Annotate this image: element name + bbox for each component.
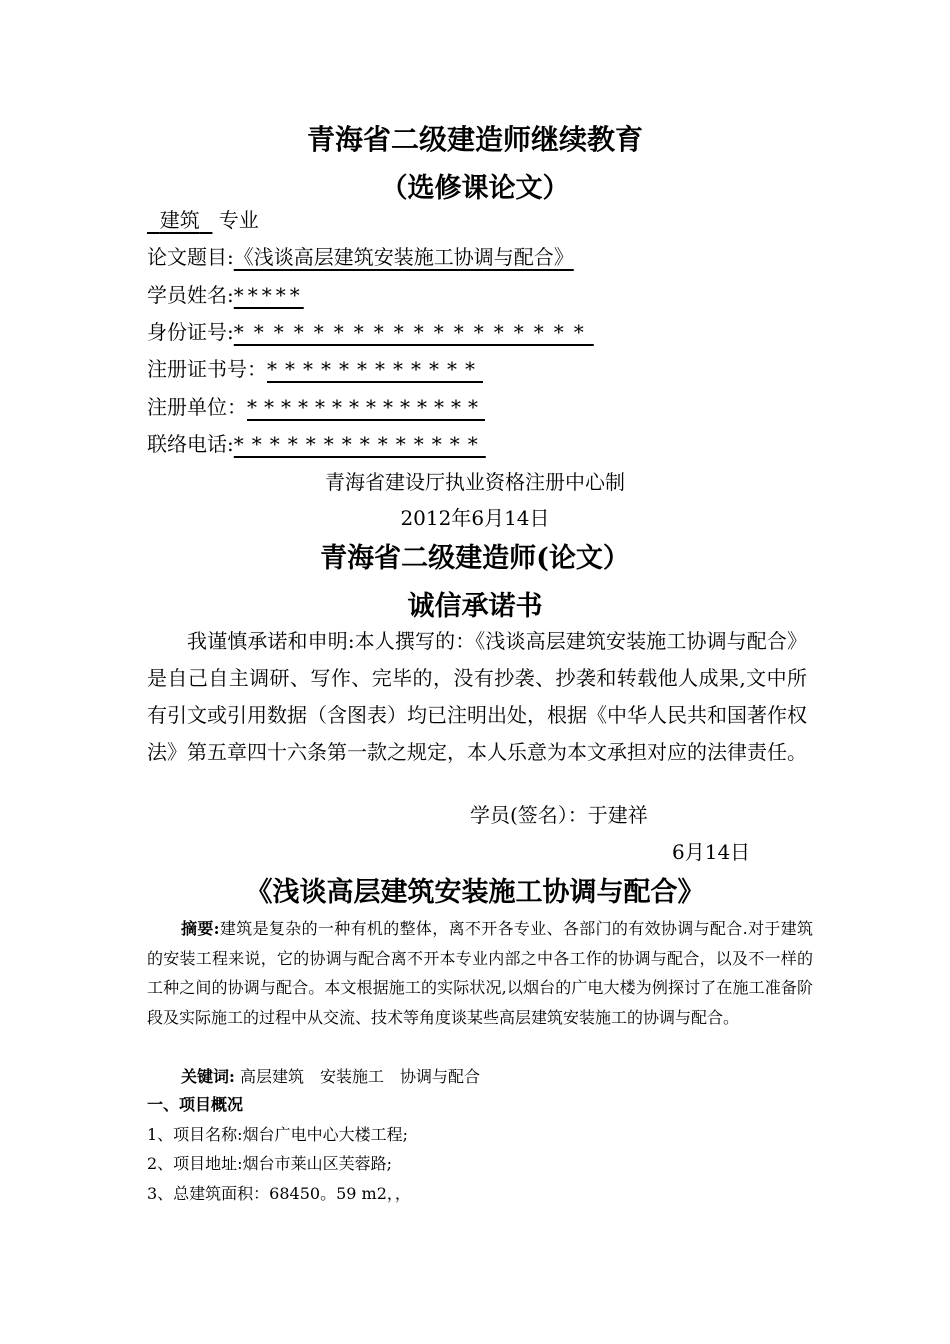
cover-date: 2012年6月14日 [400, 506, 550, 530]
keywords-label: 关键词: [181, 1067, 235, 1086]
pledge-title: 青海省二级建造师(论文） [320, 543, 630, 574]
id-label: 身份证号: [147, 320, 234, 344]
id-value: ****************** [233, 320, 594, 344]
signature: 学员(签名）：于建祥 [470, 803, 648, 827]
unit-label: 注册单位： [147, 395, 247, 419]
section-heading: 一、项目概况 [147, 1095, 244, 1114]
thesis-line [147, 243, 574, 271]
name-value: ***** [233, 283, 304, 307]
thesis-value: 《浅谈高层建筑安装施工协调与配合》 [233, 245, 574, 269]
abstract [147, 914, 813, 1032]
name-label: 学员姓名: [147, 283, 234, 307]
cover-subtitle: （选修课论文） [380, 173, 570, 204]
major-suffix: 专业 [218, 208, 259, 232]
major-line [147, 206, 259, 234]
abstract-label: 摘要: [181, 919, 220, 938]
cover-title: 青海省二级建造师继续教育 [306, 123, 643, 156]
keywords: 高层建筑 安装施工 协调与配合 [240, 1067, 481, 1086]
issuer: 青海省建设厅执业资格注册中心制 [325, 470, 625, 494]
phone-label: 联络电话: [147, 432, 234, 456]
pledge-body: 我谨慎承诺和申明:本人撰写的：《浅谈高层建筑安装施工协调与配合》是自己自主调研、写作、完毕的，没有抄袭、抄袭和转载他人成果,文中所有引文或引用数据（含图表）均已注明出处，根据《中华人民共和国著作权法》第五章四十六条第一款之规定，本人乐意为本文承担对应的法律责任。 [147, 629, 807, 764]
paper-title: 《浅谈高层建筑安装施工协调与配合》 [245, 877, 705, 908]
list-item: 1、项目名称:烟台广电中心大楼工程; [147, 1125, 408, 1144]
unit-line [147, 393, 485, 421]
cert-line [147, 355, 483, 383]
list-item: 3、总建筑面积：68450。59 m2，， [147, 1184, 411, 1203]
major-value: 建筑 [159, 208, 200, 232]
cert-label: 注册证书号： [147, 357, 267, 381]
thesis-label: 论文题目: [147, 245, 234, 269]
phone-value: ************** [233, 432, 486, 456]
id-line [147, 318, 594, 346]
keywords-line [181, 1064, 480, 1087]
list-item: 2、项目地址:烟台市莱山区芙蓉路; [147, 1154, 392, 1173]
pledge-subtitle: 诚信承诺书 [407, 591, 543, 622]
phone-line [147, 430, 486, 458]
cert-value: ************ [267, 357, 483, 381]
sign-date: 6月14日 [672, 840, 751, 864]
abstract-text: 建筑是复杂的一种有机的整体，离不开各专业、各部门的有效协调与配合.对于建筑的安装工程来说，它的协调与配合离不开本专业内部之中各工作的协调与配合，以及不一样的工种之间的协调与配合。本文根据施工的实际状况,以烟台的广电大楼为例探讨了在施工准备阶段及实际施工的过程中从交流、技术等角度谈某些高层建筑安装施工的协调与配合。 [147, 919, 813, 1027]
name-line [147, 281, 304, 309]
unit-value: ************** [247, 395, 485, 419]
